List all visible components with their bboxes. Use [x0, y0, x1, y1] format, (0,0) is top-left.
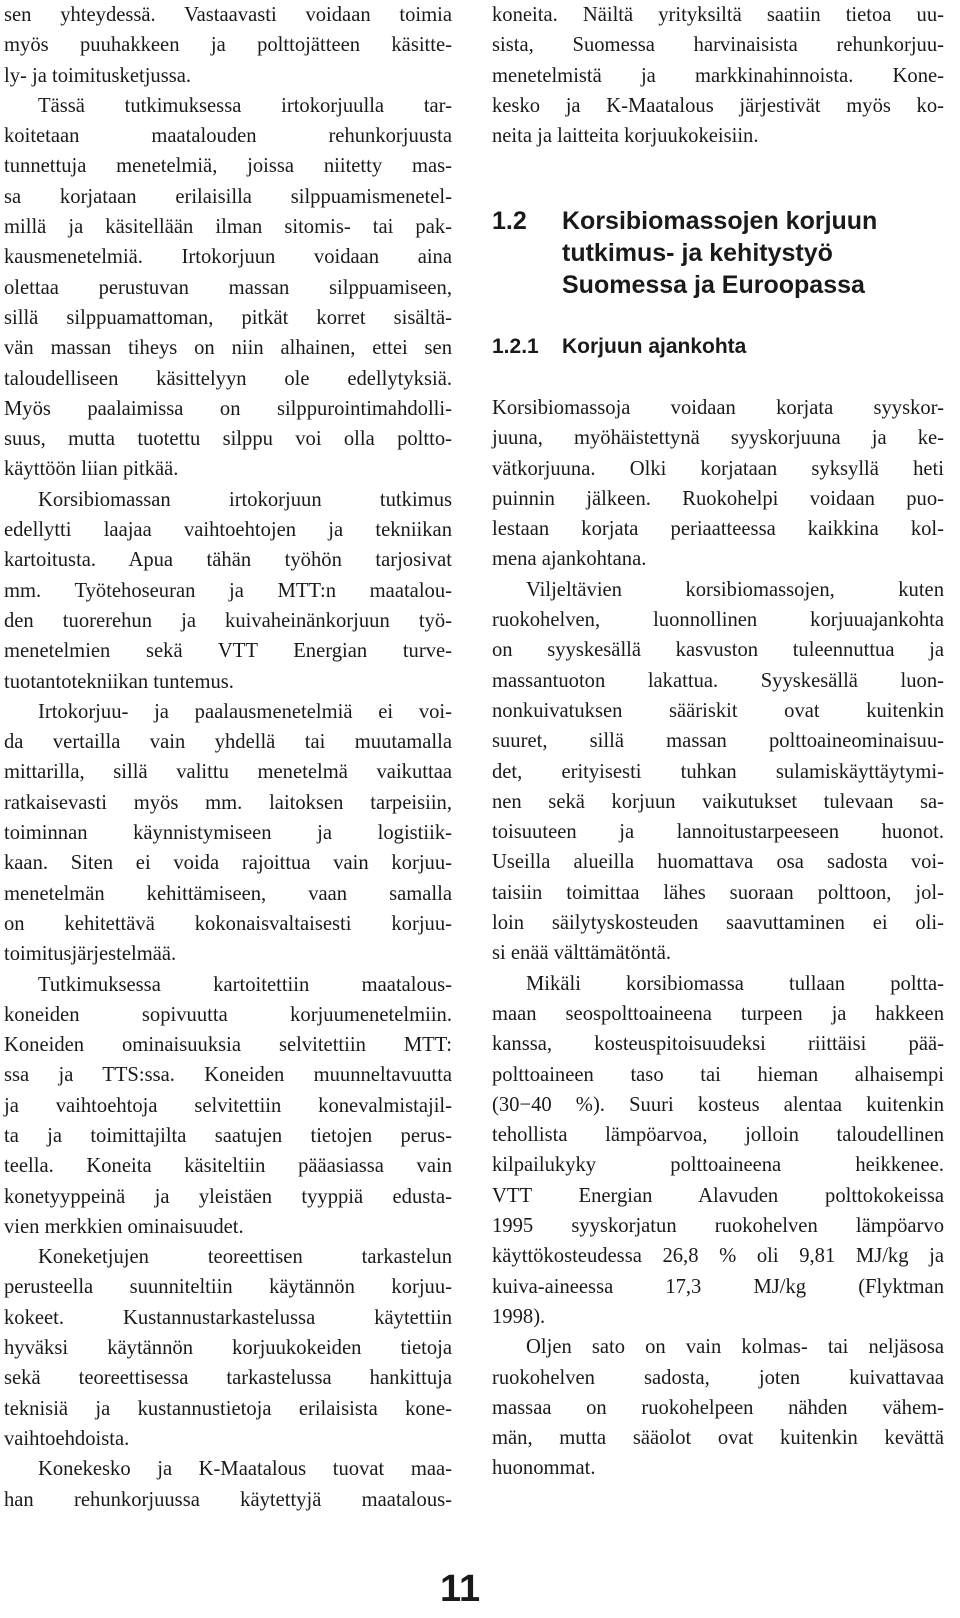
text-line: kuiva-aineessa 17,3 MJ/kg (Flyktman: [492, 1275, 944, 1298]
text-line: sen yhteydessä. Vastaavasti voidaan toimia: [4, 4, 452, 26]
text-line: kartoitusta. Apua tähän työhön tarjosivat: [4, 549, 452, 572]
text-line: si enää välttämätöntä.: [492, 942, 671, 965]
left-text-column: [4, 0, 452, 1515]
section-title-line: tutkimus- ja kehitystyö: [562, 239, 833, 267]
text-line: kesko ja K-Maatalous järjestivät myös ko-: [492, 94, 944, 117]
text-line: käyttökosteudessa 26,8 % oli 9,81 MJ/kg ja: [492, 1245, 944, 1268]
right-column-body: [492, 393, 944, 1484]
text-line: suuret, sillä massan polttoaineominaisuu-: [492, 730, 944, 753]
text-line: polttoaineen taso tai hieman alhaisempi: [492, 1063, 944, 1086]
text-line: Viljeltävien korsibiomassojen, kuten: [526, 578, 944, 601]
text-line: käyttöön liian pitkää.: [4, 458, 179, 481]
text-line: sillä silppuamattoman, pitkät korret sisältä-: [4, 306, 452, 329]
text-line: (30−40 %). Suuri kosteus alentaa kuitenkin: [492, 1093, 944, 1116]
text-line: VTT Energian Alavuden polttokokeissa: [492, 1184, 944, 1207]
text-line: lestaan korjata periaatteessa kaikkina kol-: [492, 518, 944, 541]
text-line: Irtokorjuu- ja paalausmenetelmiä ei voi-: [38, 700, 452, 723]
text-line: juuna, myöhäistettynä syyskorjuuna ja ke-: [492, 427, 944, 450]
text-line: vaihtoehdoista.: [4, 1427, 130, 1450]
text-line: sa korjataan erilaisilla silppuamismenetel-: [4, 185, 452, 208]
text-line: toimitusjärjestelmää.: [4, 943, 177, 966]
page-number: 11: [440, 1568, 481, 1610]
text-line: Oljen sato on vain kolmas- tai neljäsosa: [526, 1336, 944, 1359]
right-column-intro: [492, 0, 944, 151]
text-line: tuotantotekniikan tuntemus.: [4, 670, 234, 693]
text-line: den tuorerehun ja kuivaheinänkorjuun työ-: [4, 609, 452, 632]
text-line: Koneketjujen teoreettisen tarkastelun: [38, 1246, 452, 1269]
text-line: ja vaihtoehtoja selvitettiin konevalmistajil-: [4, 1094, 452, 1117]
text-line: kilpailukyky polttoaineena heikkenee.: [492, 1154, 944, 1177]
text-line: Korsibiomassoja voidaan korjata syyskor-: [492, 397, 944, 419]
text-line: koitetaan maatalouden rehunkorjuusta: [4, 125, 452, 148]
text-line: teella. Koneita käsiteltiin pääasiassa vain: [4, 1155, 452, 1178]
text-line: Tässä tutkimuksessa irtokorjuulla tar-: [38, 94, 452, 117]
subsection-title: Korjuun ajankohta: [562, 335, 747, 358]
text-line: ruokohelven, luonnollinen korjuuajankohta: [492, 609, 944, 632]
text-line: olettaa perustuvan massan silppuamiseen,: [4, 276, 452, 299]
text-line: ly- ja toimitusketjussa.: [4, 64, 192, 87]
text-line: mena ajankohtana.: [492, 548, 647, 571]
text-line: ssa ja TTS:ssa. Koneiden muunneltavuutta: [4, 1064, 452, 1087]
text-line: han rehunkorjuussa käytettyjä maatalous-: [4, 1488, 452, 1511]
text-line: Konekesko ja K-Maatalous tuovat maa-: [38, 1458, 452, 1481]
text-line: vätkorjuuna. Olki korjataan syksyllä heti: [492, 457, 944, 480]
text-line: kokeet. Kustannustarkastelussa käytettiin: [4, 1306, 452, 1329]
text-line: nen sekä korjuun vaikutukset tulevaan sa-: [492, 790, 944, 813]
text-line: kausmenetelmiä. Irtokorjuun voidaan aina: [4, 246, 452, 269]
text-line: puinnin jälkeen. Ruokohelpi voidaan puo-: [492, 487, 944, 510]
text-line: sista, Suomessa harvinaisista rehunkorjuu-: [492, 34, 944, 57]
text-line: mm. Työtehoseuran ja MTT:n maatalou-: [4, 579, 452, 602]
text-line: nonkuivatuksen sääriskit ovat kuitenkin: [492, 699, 944, 722]
text-line: kanssa, kosteuspitoisuudeksi riittäisi pää-: [492, 1033, 944, 1056]
text-line: ta ja toimittajilta saatujen tietojen perus-: [4, 1124, 452, 1147]
text-line: Mikäli korsibiomassa tullaan poltta-: [526, 972, 944, 995]
text-line: mittarilla, sillä valittu menetelmä vaikuttaa: [4, 761, 452, 784]
text-line: teknisiä ja kustannustietoja erilaisista kone-: [4, 1397, 452, 1420]
text-line: vän massan tiheys on niin alhainen, ettei sen: [4, 337, 452, 360]
text-line: kaan. Siten ei voida rajoittua vain korjuu-: [4, 852, 452, 875]
text-line: da vertailla vain yhdellä tai muutamalla: [4, 731, 452, 754]
subsection-number: 1.2.1: [492, 335, 539, 358]
section-number: 1.2: [492, 207, 527, 235]
text-line: Korsibiomassan irtokorjuun tutkimus: [38, 488, 452, 511]
text-line: huonommat.: [492, 1457, 596, 1480]
text-line: vien merkkien ominaisuudet.: [4, 1215, 244, 1238]
text-line: edellytti laajaa vaihtoehtojen ja tekniikan: [4, 519, 452, 542]
text-line: konetyyppeinä ja yleistäen tyyppiä edusta-: [4, 1185, 452, 1208]
text-line: 1995 syyskorjatun ruokohelven lämpöarvo: [492, 1215, 944, 1238]
text-line: Useilla alueilla huomattava osa sadosta voi-: [492, 851, 944, 874]
text-line: perusteella suunniteltiin käytännön korjuu-: [4, 1276, 452, 1299]
text-line: hyväksi käytännön korjuukokeiden tietoja: [4, 1337, 452, 1360]
text-line: tunnettuja menetelmiä, joissa niitetty mas-: [4, 155, 452, 178]
text-line: millä ja käsitellään ilman sitomis- tai pak-: [4, 216, 452, 239]
text-line: tehollista lämpöarvoa, jolloin taloudellinen: [492, 1124, 944, 1147]
text-line: neita ja laitteita korjuukokeisiin.: [492, 125, 759, 148]
text-line: massaa on ruokohelpeen nähden vähem-: [492, 1396, 944, 1419]
text-line: menetelmän kehittämiseen, vaan samalla: [4, 882, 452, 905]
text-line: koneiden sopivuutta korjuumenetelmiin.: [4, 1003, 452, 1026]
text-line: koneita. Näiltä yrityksiltä saatiin tietoa uu-: [492, 4, 944, 26]
text-line: ruokohelven sadosta, joten kuivattavaa: [492, 1366, 944, 1389]
text-line: Koneiden ominaisuuksia selvitettiin MTT:: [4, 1034, 452, 1057]
text-line: menetelmistä ja markkinahinnoista. Kone-: [492, 64, 944, 87]
text-line: toiminnan käynnistymiseen ja logistiik-: [4, 822, 452, 845]
text-line: on syyskesällä kasvuston tuleennuttua ja: [492, 639, 944, 662]
text-line: loin säilytyskosteuden saavuttaminen ei oli-: [492, 912, 944, 935]
text-line: taloudelliseen käsittelyyn ole edellytyksiä.: [4, 367, 452, 390]
text-line: sekä teoreettisessa tarkastelussa hankittuja: [4, 1367, 452, 1390]
text-line: ratkaisevasti myös mm. laitoksen tarpeisiin,: [4, 791, 452, 814]
text-line: massantuoton lakattua. Syyskesällä luon-: [492, 669, 944, 692]
section-title-line: Suomessa ja Euroopassa: [562, 271, 865, 299]
text-line: män, mutta sääolot ovat kuitenkin kevättä: [492, 1427, 944, 1450]
text-line: maan seospolttoaineena turpeen ja hakkeen: [492, 1002, 944, 1025]
text-line: menetelmien sekä VTT Energian turve-: [4, 640, 452, 663]
text-line: taisiin toimittaa lähes suoraan polttoon, jol-: [492, 881, 944, 904]
text-line: toisuuteen ja lannoitustarpeeseen huonot.: [492, 821, 944, 844]
section-title: [562, 205, 877, 301]
text-line: det, erityisesti tuhkan sulamiskäyttäytymi-: [492, 760, 944, 783]
section-title-line: Korsibiomassojen korjuun: [562, 207, 878, 235]
text-line: Myös paalaimissa on silppurointimahdolli-: [4, 397, 452, 420]
text-line: myös puuhakkeen ja polttojätteen käsitte-: [4, 34, 452, 57]
text-line: suus, mutta tuotettu silppu voi olla poltto-: [4, 428, 452, 451]
text-line: 1998).: [492, 1305, 546, 1328]
text-line: Tutkimuksessa kartoitettiin maatalous-: [38, 973, 452, 996]
text-line: on kehitettävä kokonaisvaltaisesti korjuu-: [4, 912, 452, 935]
